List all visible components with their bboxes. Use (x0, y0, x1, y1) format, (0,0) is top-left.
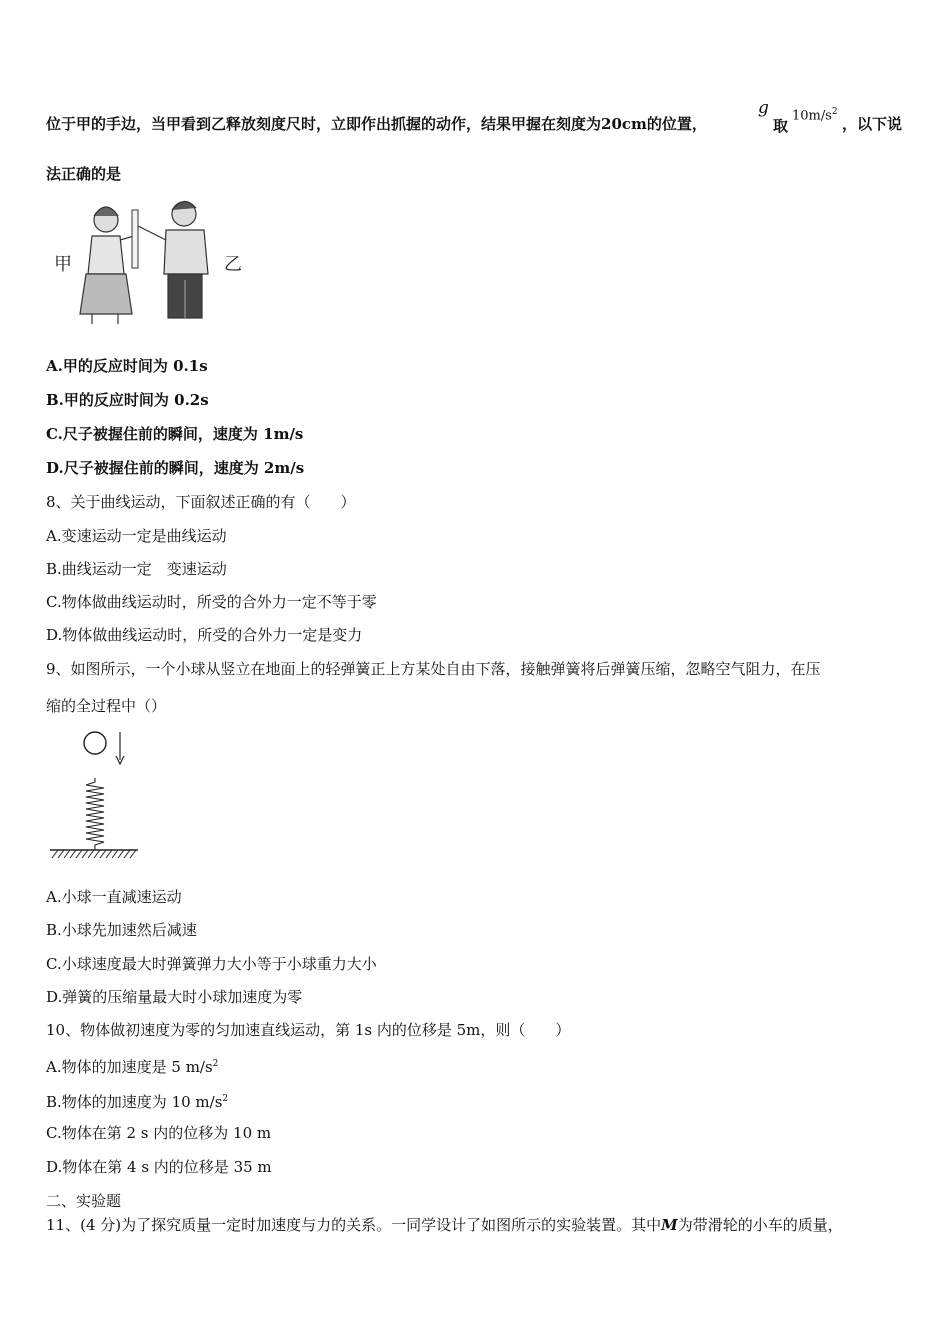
option-text: 甲的反应时间为 0.2s (63, 391, 209, 409)
option-letter: B. (46, 921, 62, 939)
spring-ball-figure (46, 728, 146, 864)
ball (84, 732, 106, 754)
option-letter: A. (46, 888, 62, 906)
option-text: 尺子被握住前的瞬间，速度为 1m/s (62, 425, 304, 443)
q8-option-b[interactable] (46, 559, 227, 579)
q8-stem: 8、关于曲线运动，下面叙述正确的有（ ） (46, 493, 356, 511)
option-text: 小球先加速然后减速 (61, 921, 197, 939)
q7-option-a[interactable] (46, 356, 208, 376)
option-text: 物体做曲线运动时，所受的合外力一定不等于零 (61, 593, 377, 611)
option-letter: B. (46, 560, 62, 578)
option-letter: D. (46, 626, 63, 644)
q9-stem-line1: 9、如图所示，一个小球从竖立在地面上的轻弹簧正上方某处自由下落，接触弹簧将后弹簧压缩，忽略空气阻力，在压 (46, 660, 821, 678)
q10-option-a[interactable] (46, 1054, 218, 1077)
option-text: 弹簧的压缩量最大时小球加速度为零 (62, 988, 303, 1006)
q7-option-b[interactable] (46, 390, 209, 410)
q9-option-a[interactable] (46, 887, 182, 907)
q7-stem-end: ，以下说 (842, 115, 903, 133)
option-letter: A. (46, 1058, 62, 1076)
q8-option-c[interactable] (46, 592, 377, 612)
q11-stem (46, 1215, 843, 1235)
option-text: 物体的加速度为 10 m/s (61, 1093, 223, 1111)
q10-stem: 10、物体做初速度为零的匀加速直线运动，第 1s 内的位移是 5m，则（ ） (46, 1021, 571, 1039)
section-heading: 二、实验题 (46, 1192, 122, 1210)
option-text: 物体做曲线运动时，所受的合外力一定是变力 (62, 626, 363, 644)
q11-stem-text-b: 为带滑轮的小车的质量， (677, 1216, 843, 1234)
spring (86, 778, 104, 850)
q7-stem-value: 20cm (601, 115, 647, 133)
option-text: 物体在第 4 s 内的位移是 35 m (62, 1158, 272, 1176)
q10-option-c[interactable] (46, 1123, 271, 1143)
option-text: 尺子被握住前的瞬间，速度为 2m/s (63, 459, 305, 477)
q7-option-d[interactable] (46, 458, 304, 478)
girl-figure (80, 207, 134, 324)
option-letter: C. (46, 955, 62, 973)
ground-hatching (52, 850, 136, 858)
fig-label-right: 乙 (224, 254, 242, 275)
option-letter: C. (46, 425, 63, 443)
q9-stem-line2: 缩的全过程中（） (46, 697, 167, 715)
option-text: 物体在第 2 s 内的位移为 10 m (61, 1124, 272, 1142)
q11-mass-symbol: M (661, 1216, 678, 1234)
q10-option-b[interactable] (46, 1089, 228, 1112)
q8-option-d[interactable] (46, 625, 362, 645)
option-letter: A. (46, 357, 63, 375)
option-letter: D. (46, 988, 63, 1006)
g-symbol: g (758, 98, 769, 118)
option-text: 小球一直减速运动 (61, 888, 182, 906)
take-text: 取 (773, 117, 789, 135)
q9-option-c[interactable] (46, 954, 377, 974)
option-exp: 2 (212, 1059, 219, 1069)
q9-option-d[interactable] (46, 987, 302, 1007)
q8-option-a[interactable] (46, 526, 227, 546)
fig-label-left: 甲 (54, 254, 72, 275)
reaction-time-figure (48, 196, 268, 326)
q7-stem-text-a: 位于甲的手边，当甲看到乙释放刻度尺时，立即作出抓握的动作，结果甲握在刻度为 (46, 115, 602, 133)
q11-stem-text-a: 11、(4 分)为了探究质量一定时加速度与力的关系。一同学设计了如图所示的实验装置。其中 (46, 1216, 662, 1234)
option-text: 物体的加速度是 5 m/s (61, 1058, 213, 1076)
option-text: 小球速度最大时弹簧弹力大小等于小球重力大小 (61, 955, 377, 973)
option-letter: A. (46, 527, 62, 545)
option-letter: D. (46, 459, 64, 477)
g-value-text: 10m/s (792, 108, 832, 124)
option-letter: B. (46, 391, 64, 409)
option-text: 曲线运动一定 变速运动 (61, 560, 227, 578)
g-value-exp: 2 (831, 107, 838, 117)
boy-figure (138, 201, 208, 318)
option-letter: C. (46, 1124, 62, 1142)
option-letter: D. (46, 1158, 63, 1176)
option-exp: 2 (222, 1094, 229, 1104)
g-value (792, 102, 838, 126)
option-letter: C. (46, 593, 62, 611)
q7-stem-line1 (46, 114, 707, 134)
q7-stem-line2: 法正确的是 (46, 165, 122, 183)
option-letter: B. (46, 1093, 62, 1111)
ruler (132, 210, 138, 268)
q10-option-d[interactable] (46, 1157, 272, 1177)
q9-option-b[interactable] (46, 920, 197, 940)
q7-option-c[interactable] (46, 424, 303, 444)
option-text: 甲的反应时间为 0.1s (62, 357, 208, 375)
q7-stem-text-c: 的位置， (646, 115, 707, 133)
option-text: 变速运动一定是曲线运动 (61, 527, 227, 545)
